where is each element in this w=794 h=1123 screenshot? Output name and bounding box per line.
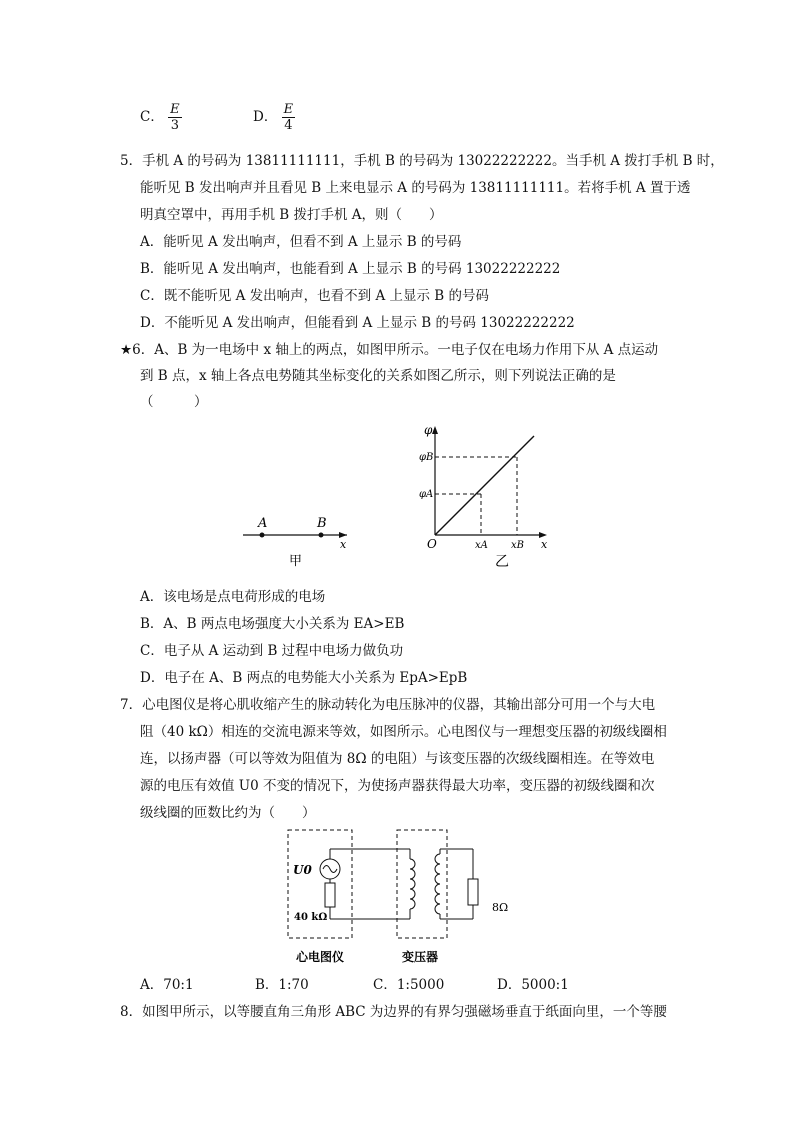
q6-option-c: C．电子从 A 运动到 B 过程中电场力做负功 <box>140 643 404 659</box>
caption-ecg: 心电图仪 <box>296 950 345 964</box>
q7-stem-line4: 源的电压有效值 U0 不变的情况下，为使扬声器获得最大功率，变压器的初级线圈和次 <box>140 778 655 794</box>
yi-label-xa: xA <box>475 540 488 551</box>
resistor-8ohm <box>468 879 478 905</box>
q7-stem-line3: 连，以扬声器（可以等效为阻值为 8Ω 的电阻）与该变压器的次级线圈相连。在等效电 <box>140 751 655 767</box>
q6-stem-line3: （ ） <box>140 394 208 410</box>
jia-label-b: B <box>317 516 327 531</box>
q6-option-a: A．该电场是点电荷形成的电场 <box>140 589 326 605</box>
q4-option-c: C． $\frac{E}{3}$ <box>140 102 180 133</box>
q7-stem-line1: 7．心电图仪是将心肌收缩产生的脉动转化为电压脉冲的仪器，其输出部分可用一个与大电 <box>120 697 656 713</box>
q4-option-d: D． $\frac{E}{4}$ <box>253 102 294 133</box>
q5-stem-line1: 5．手机 A 的号码为 13811111111，手机 B 的号码为 13022222222。当手机 A 拨打手机 B 时， <box>120 153 724 169</box>
primary-coil <box>410 859 415 909</box>
q6-stem-line2: 到 B 点，x 轴上各点电势随其坐标变化的关系如图乙所示，则下列说法正确的是 <box>140 368 616 384</box>
yi-label-phib: φB <box>419 452 434 463</box>
label-u0: U0 <box>293 863 312 877</box>
q5-option-b: B．能听见 A 发出响声，也能看到 A 上显示 B 的号码 13022222222 <box>140 261 561 277</box>
yi-label-x: x <box>541 538 548 551</box>
caption-transformer: 变压器 <box>402 950 439 964</box>
yi-label-phia: φA <box>419 489 434 500</box>
resistor-40k <box>325 883 335 907</box>
figure-yi <box>415 420 555 570</box>
jia-caption: 甲 <box>289 554 303 569</box>
q5-option-d: D．不能听见 A 发出响声，但能看到 A 上显示 B 的号码 13022222222 <box>140 315 575 331</box>
secondary-coil <box>435 854 440 914</box>
yi-label-xb: xB <box>511 540 524 551</box>
q5-stem-line3: 明真空罩中，再用手机 B 拨打手机 A，则（ ） <box>140 207 443 223</box>
q7-option-a: A．70:1 <box>140 977 194 993</box>
jia-point-a <box>260 533 265 538</box>
q5-option-c: C．既不能听见 A 发出响声，也看不到 A 上显示 B 的号码 <box>140 288 489 304</box>
label-40k: 40 kΩ <box>294 912 328 923</box>
q6-option-b: B．A、B 两点电场强度大小关系为 EA>EB <box>140 616 405 632</box>
q7-option-b: B．1:70 <box>255 977 309 993</box>
label-8ohm: 8Ω <box>492 901 509 914</box>
q7-stem-line2: 阻（40 kΩ）相连的交流电源来等效，如图所示。心电图仪与一理想变压器的初级线圈相 <box>140 724 667 740</box>
figure-jia <box>235 505 355 575</box>
yi-potential-line <box>435 436 534 535</box>
q5-stem-line2: 能听见 B 发出响声并且看见 B 上来电显示 A 的号码为 13811111111。若将手机 A 置于透 <box>140 180 691 196</box>
q5-option-a: A．能听见 A 发出响声，但看不到 A 上显示 B 的号码 <box>140 234 462 250</box>
jia-label-x: x <box>340 538 347 551</box>
q7-option-c: C．1:5000 <box>373 977 445 993</box>
q6-stem-line1: ★6．A、B 为一电场中 x 轴上的两点，如图甲所示。一电子仅在电场力作用下从 A 点运动 <box>120 342 659 358</box>
q8-stem-line1: 8．如图甲所示，以等腰直角三角形 ABC 为边界的有界匀强磁场垂直于纸面向里，一个等腰 <box>120 1004 667 1020</box>
yi-label-phi: φ <box>424 423 433 437</box>
jia-point-b <box>319 533 324 538</box>
yi-caption: 乙 <box>495 554 509 570</box>
q7-option-d: D．5000:1 <box>497 977 569 993</box>
circuit-figure <box>280 825 530 970</box>
q6-option-d: D．电子在 A、B 两点的电势能大小关系为 EpA>EpB <box>140 670 468 686</box>
q7-stem-line5: 级线圈的匝数比约为（ ） <box>140 805 316 821</box>
jia-label-a: A <box>258 516 268 531</box>
yi-label-origin: O <box>427 537 437 551</box>
